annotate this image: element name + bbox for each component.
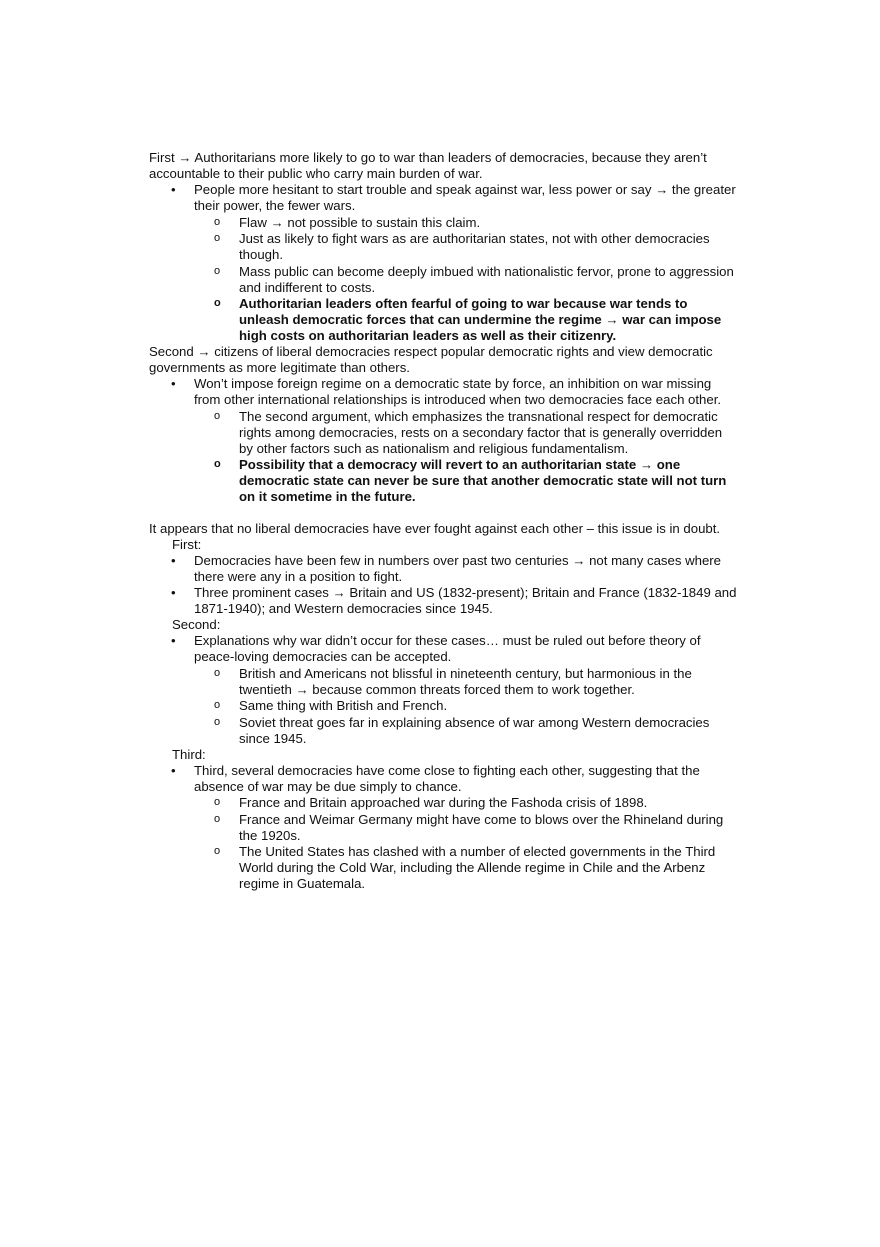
list-item: o Possibility that a democracy will revert to an authoritarian state → one democratic state can never be sure that another democratic state will not turn on it sometime in the future. bbox=[194, 457, 739, 505]
list-item: o Just as likely to fight wars as are authoritarian states, not with other democracies though. bbox=[194, 231, 739, 263]
section3-intro: It appears that no liberal democracies have ever fought against each other – this issue is in doubt. bbox=[149, 521, 721, 536]
list-item bbox=[149, 763, 739, 893]
document-body bbox=[149, 150, 739, 892]
list-item: o Flaw → not possible to sustain this claim. bbox=[194, 215, 739, 231]
spacer bbox=[149, 505, 739, 521]
section2-bullet-text: Won’t impose foreign regime on a democratic state by force, an inhibition on war missing from other international relationships is introduced when two democracies face each other. bbox=[194, 376, 722, 407]
list-item: o Mass public can become deeply imbued with nationalistic fervor, prone to aggression and indifferent to costs. bbox=[194, 264, 739, 296]
first-bullets bbox=[149, 553, 739, 617]
list-item bbox=[149, 376, 739, 505]
second-bullets bbox=[149, 633, 739, 747]
first-label: First: bbox=[172, 537, 202, 552]
third-bullet-text: Third, several democracies have come close to fighting each other, suggesting that the absence of war may be due simply to chance. bbox=[194, 762, 700, 794]
list-item: o British and Americans not blissful in nineteenth century, but harmonious in the twentieth → because common threats forced them to work together. bbox=[194, 666, 739, 698]
second-sublist bbox=[194, 666, 739, 747]
list-item: o The second argument, which emphasizes the transnational respect for democratic rights among democracies, rests on a secondary factor that is generally overridden by other factors such as nationalism and religious fundamentalism. bbox=[194, 409, 739, 457]
list-item: o Soviet threat goes far in explaining absence of war among Western democracies since 1945. bbox=[194, 715, 739, 747]
section2-sublist bbox=[194, 409, 739, 506]
section1-sublist bbox=[194, 215, 739, 345]
third-bullets bbox=[149, 763, 739, 893]
section1-bullet-text: People more hesitant to start trouble and speak against war, less power or say → the greater their power, the fewer wars. bbox=[194, 182, 736, 213]
list-item: • Three prominent cases → Britain and US (1832-present); Britain and France (1832-1849 and 1871-1940); and Western democracies since 1945. bbox=[149, 585, 739, 617]
list-item: • Democracies have been few in numbers over past two centuries → not many cases where there were any in a position to fight. bbox=[149, 553, 739, 585]
list-item bbox=[149, 633, 739, 747]
list-item: o Authoritarian leaders often fearful of going to war because war tends to unleash democratic forces that can undermine the regime → war can impose high costs on authoritarian leaders as well as their citizenry. bbox=[194, 296, 739, 344]
third-sublist bbox=[194, 795, 739, 892]
list-item: o The United States has clashed with a number of elected governments in the Third World during the Cold War, including the Allende regime in Chile and the Arbenz regime in Guatemala. bbox=[194, 844, 739, 892]
list-item: o France and Britain approached war during the Fashoda crisis of 1898. bbox=[194, 795, 739, 811]
list-item: o Same thing with British and French. bbox=[194, 698, 739, 714]
list-item bbox=[149, 182, 739, 344]
section2-intro: Second → citizens of liberal democracies respect popular democratic rights and view democratic governments as more legitimate than others. bbox=[149, 344, 713, 375]
second-label: Second: bbox=[172, 617, 221, 632]
list-item: o France and Weimar Germany might have come to blows over the Rhineland during the 1920s. bbox=[194, 812, 739, 844]
section2-bullets bbox=[149, 376, 739, 505]
section1-bullets bbox=[149, 182, 739, 344]
second-bullet-text: Explanations why war didn’t occur for these cases… must be ruled out before theory of peace-loving democracies can be accepted. bbox=[194, 633, 701, 664]
third-label: Third: bbox=[172, 746, 206, 762]
section1-intro: First → Authoritarians more likely to go to war than leaders of democracies, because they aren’t accountable to their public who carry main burden of war. bbox=[149, 150, 707, 181]
